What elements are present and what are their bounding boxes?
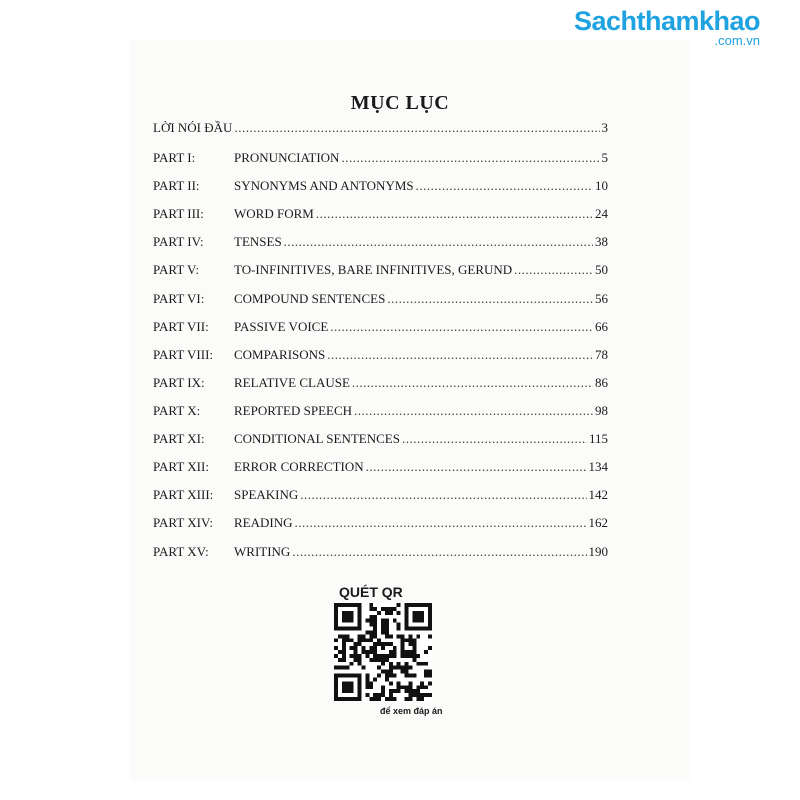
toc-row-preface [153,120,608,140]
toc-entry-label: SYNONYMS AND ANTONYMS [234,178,414,193]
leader-dots [234,120,599,136]
leader-dots [366,459,587,475]
toc-part-number: PART VI: [153,291,205,306]
toc-page-number: 5 [601,150,608,165]
toc-row [153,206,608,226]
toc-entry-label: PRONUNCIATION [234,150,340,165]
toc-row [153,291,608,311]
toc-row [153,262,608,282]
toc-page-number: 162 [588,515,608,530]
toc-row [153,403,608,423]
toc-part-number: PART XI: [153,431,205,446]
toc-entry-label: TO-INFINITIVES, BARE INFINITIVES, GERUND [234,262,513,277]
toc-page-number: 142 [588,487,608,502]
toc-row [153,319,608,339]
toc-part-number: PART XIII: [153,487,214,502]
toc-page-number: 98 [595,403,608,418]
qr-label: QUÉT QR [339,584,403,600]
leader-dots [387,291,593,307]
toc-entry-label: READING [234,515,293,530]
leader-dots [316,206,593,222]
toc-page-number: 50 [595,262,608,277]
leader-dots [354,403,593,419]
toc-row [153,234,608,254]
toc-page-number: 78 [595,347,608,362]
toc-row [153,544,608,564]
toc-entry-label: LỜI NÓI ĐẦU [153,120,233,135]
toc-row [153,515,608,535]
toc-part-number: PART VIII: [153,347,214,362]
toc-entry-label: PASSIVE VOICE [234,319,329,334]
leader-dots [352,375,593,391]
toc-part-number: PART V: [153,262,200,277]
leader-dots [300,487,586,503]
toc-entry-label: SPEAKING [234,487,299,502]
toc-page-number: 10 [595,178,608,193]
toc-row [153,150,608,170]
toc-entry-label: REPORTED SPEECH [234,403,353,418]
toc-entry-label: TENSES [234,234,282,249]
toc-entry-label: ERROR CORRECTION [234,459,364,474]
toc-page-number: 24 [595,206,608,221]
toc-part-number: PART I: [153,150,196,165]
toc-page-number: 66 [595,319,608,334]
toc-page-number: 86 [595,375,608,390]
toc-part-number: PART IX: [153,375,205,390]
toc-entry-label: CONDITIONAL SENTENCES [234,431,400,446]
leader-dots [402,431,587,447]
leader-dots [327,347,593,363]
site-watermark [574,6,760,48]
toc-entry-label: COMPARISONS [234,347,326,362]
toc-part-number: PART III: [153,206,204,221]
toc-entry-label: COMPOUND SENTENCES [234,291,386,306]
toc-page-number: 56 [595,291,608,306]
toc-part-number: PART XII: [153,459,209,474]
toc-part-number: PART VII: [153,319,209,334]
leader-dots [416,178,593,194]
qr-code[interactable] [334,603,432,701]
leader-dots [292,544,586,560]
leader-dots [341,150,599,166]
toc-part-number: PART XV: [153,544,209,559]
leader-dots [330,319,593,335]
watermark-domain: .com.vn [714,33,760,48]
toc-part-number: PART IV: [153,234,204,249]
toc-page-number: 134 [588,459,608,474]
toc-entry-label: WRITING [234,544,291,559]
toc-entry-label: WORD FORM [234,206,314,221]
leader-dots [514,262,593,278]
leader-dots [284,234,593,250]
toc-page-number: 38 [595,234,608,249]
toc-page-number: 3 [601,120,608,135]
toc-row [153,431,608,451]
toc-entry-label: RELATIVE CLAUSE [234,375,350,390]
toc-part-number: PART X: [153,403,201,418]
toc-page-number: 115 [588,431,608,446]
qr-caption: để xem đáp án [380,706,443,716]
toc-row [153,178,608,198]
toc-part-number: PART II: [153,178,200,193]
toc-part-number: PART XIV: [153,515,214,530]
watermark-brand: Sachthamkhao [573,6,760,36]
toc-row [153,487,608,507]
toc-row [153,347,608,367]
toc-row [153,459,608,479]
page-title: MỤC LỤC [350,92,450,114]
leader-dots [295,515,587,531]
toc-page-number: 190 [588,544,608,559]
toc-row [153,375,608,395]
